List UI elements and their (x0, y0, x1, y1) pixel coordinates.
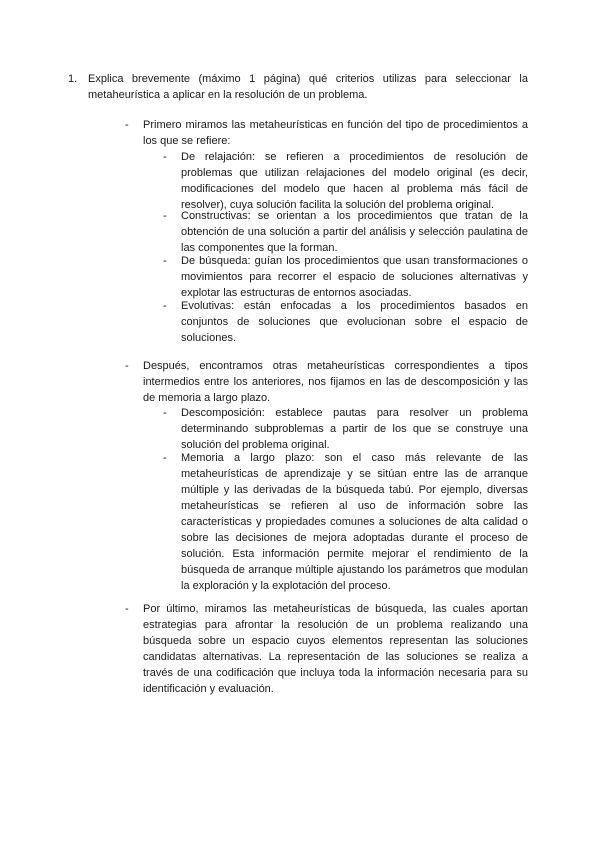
list-item-text: Por último, miramos las metaheurísticas de búsqueda, las cuales aportan estrategias para afrontar la resolución de un problema realizando una búsqueda sobre un espacio cuyos elementos representan las soluciones candidatas alternativas. La representación de las soluciones se realiza a través de una codificación que incluya toda la información necesaria para su identificación y evaluación. (143, 603, 528, 695)
sub-list-item (163, 149, 528, 213)
list-dash: - (163, 255, 167, 267)
list-dash: - (163, 210, 167, 222)
question (68, 71, 528, 103)
list-dash: - (163, 407, 167, 419)
sub-list-item (163, 298, 528, 346)
list-item (125, 601, 528, 697)
sub-list-item-text: De búsqueda: guían los procedimientos que usan transformaciones o movimientos para recorrer el espacio de soluciones alternativas y explotar las estructuras de entornos asociadas. (181, 255, 528, 299)
sub-list-item-text: Descomposición: establece pautas para resolver un problema determinando subproblemas a partir de los que se construye una solución del problema original. (181, 407, 528, 451)
list-dash: - (163, 151, 167, 163)
sub-list-item-text: Evolutivas: están enfocadas a los procedimientos basados en conjuntos de soluciones que evolucionan sobre el espacio de soluciones. (181, 300, 528, 344)
list-dash: - (125, 119, 129, 131)
list-dash: - (125, 603, 129, 615)
question-text: Explica brevemente (máximo 1 página) qué criterios utilizas para seleccionar la metaheurística a aplicar en la resolución de un problema. (88, 73, 528, 101)
sub-list-item-text: Memoria a largo plazo: son el caso más relevante de las metaheurísticas de aprendizaje y se sitúan entre las de arranque múltiple y las derivadas de la búsqueda tabú. Por ejemplo, diversas metaheurísticas se refieren al uso de información sobre las características y propiedades comunes a soluciones de alta calidad o sobre las decisiones de mejora adoptadas durante el proceso de solución. Esta información permite mejorar el rendimiento de la búsqueda de arranque múltiple ajustando los parámetros que modulan la exploración y la explotación del proceso. (181, 452, 528, 592)
sub-list-item (163, 208, 528, 256)
list-item-text: Primero miramos las metaheurísticas en función del tipo de procedimientos a los que se refiere: (143, 119, 528, 147)
list-dash: - (125, 360, 129, 372)
sub-list-item-text: De relajación: se refieren a procedimientos de resolución de problemas que utilizan relajaciones del modelo original (es decir, modificaciones del modelo que hacen al problema más fácil de resolver), cuya solución facilita la solución del problema original. (181, 151, 528, 211)
list-item (125, 358, 528, 406)
sub-list-item-text: Constructivas: se orientan a los procedimientos que tratan de la obtención de una solución a partir del análisis y selección paulatina de las componentes que la forman. (181, 210, 528, 254)
sub-list-item (163, 405, 528, 453)
list-dash: - (163, 452, 167, 464)
question-number: 1. (68, 73, 78, 85)
sub-list-item (163, 450, 528, 594)
sub-list-item (163, 253, 528, 301)
list-dash: - (163, 300, 167, 312)
list-item (125, 117, 528, 149)
list-item-text: Después, encontramos otras metaheurísticas correspondientes a tipos intermedios entre los anteriores, nos fijamos en las de descomposición y las de memoria a largo plazo. (143, 360, 528, 404)
